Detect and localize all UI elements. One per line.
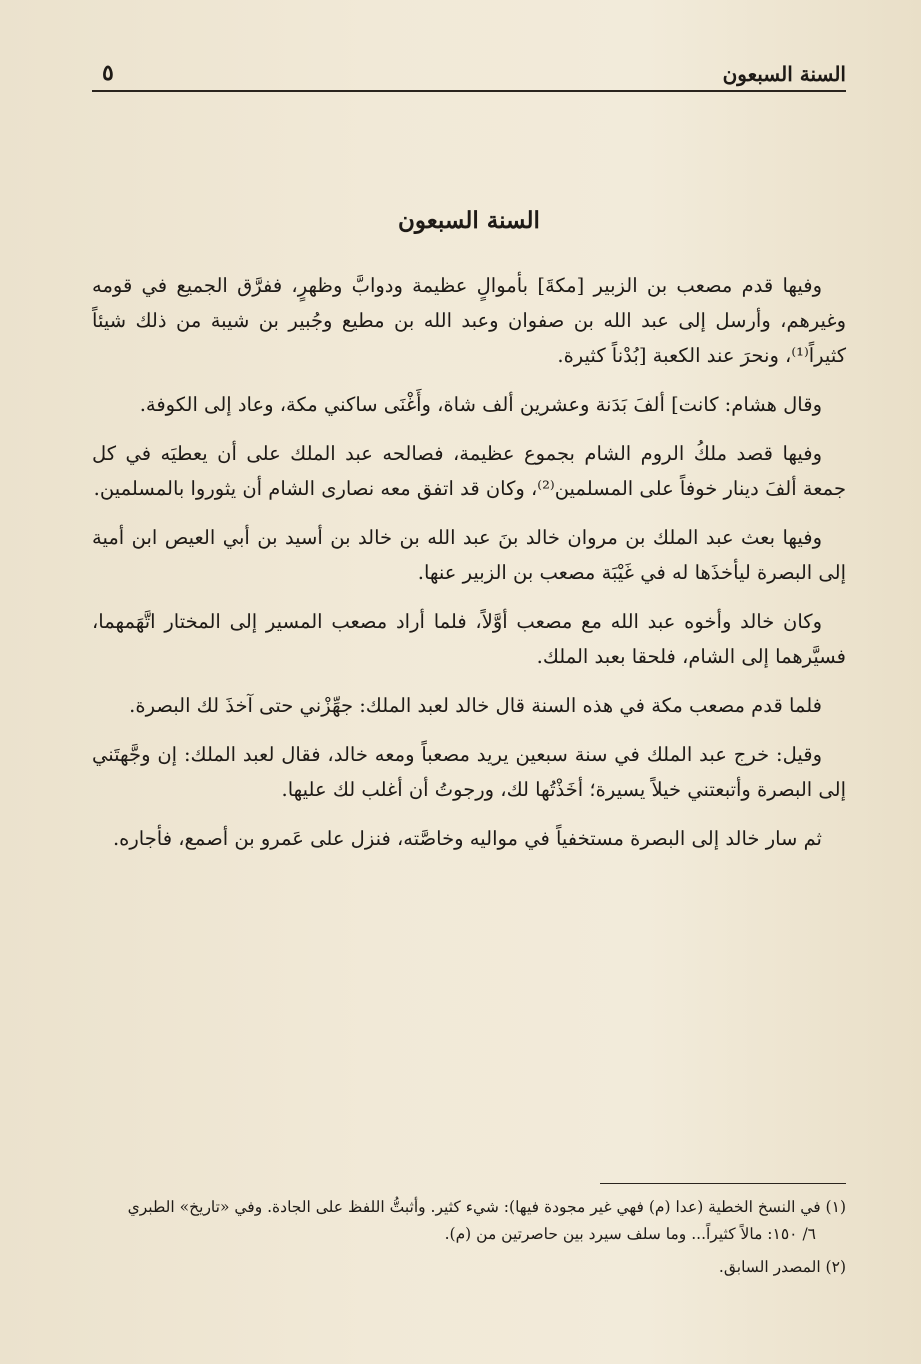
paragraph: فلما قدم مصعب مكة في هذه السنة قال خالد لعبد الملك: جهِّزْني حتى آخذَ لك البصرة.: [129, 694, 822, 717]
footnotes: [92, 1194, 846, 1287]
paragraph: وفيها بعث عبد الملك بن مروان خالد بنَ عبد الله بن خالد بن أسيد بن أبي العيص ابن أمية إلى البصرة ليأخذَها له في غَيْبَة مصعب بن الزبير عنها.: [92, 526, 846, 584]
main-text: [92, 268, 846, 870]
footnote-1: [92, 1194, 846, 1248]
paragraph: وكان خالد وأخوه عبد الله مع مصعب أوَّلاً، فلما أراد مصعب المسير إلى المختار اتَّهَمهما، فسيَّرهما إلى الشام، فلحقا بعبد الملك.: [92, 610, 846, 668]
paragraph: ثم سار خالد إلى البصرة مستخفياً في مواليه وخاصَّته، فنزل على عَمرو بن أصمع، فأجاره.: [112, 827, 822, 850]
footnote-1-line1: (١) في النسخ الخطية (عدا (م) فهي غير مجودة فيها): شيء كثير. وأثبتُّ اللفظ على الجادة. وفي «تاريخ» الطبري: [127, 1198, 846, 1216]
paragraph: وفيها قصد ملكُ الروم الشام بجموع عظيمة، فصالحه عبد الملك على أن يعطيَه في كل جمعة ألفَ دينار خوفاً على المسلمين⁽²⁾، وكان قد اتفق معه نصارى الشام أن يثوروا بالمسلمين.: [92, 442, 846, 500]
footnote-divider: [600, 1183, 846, 1184]
running-title: السنة السبعون: [722, 62, 846, 86]
page-number: ٥: [102, 60, 114, 86]
paragraph: وفيها قدم مصعب بن الزبير [مكةَ] بأموالٍ عظيمة ودوابَّ وظهرٍ، ففرَّق الجميع في قومه وغيرهم، وأرسل إلى عبد الله بن صفوان وعبد الله بن مطيع وجُبير بن شيبة من ذلك شيئاً كثيراً⁽¹⁾، ونحرَ عند الكعبة [بُدْناً كثيرة.: [92, 274, 846, 367]
paragraph: وقيل: خرج عبد الملك في سنة سبعين يريد مصعباً ومعه خالد، فقال لعبد الملك: إن وجَّهتَني إلى البصرة وأتبعتني خيلاً يسيرة؛ أخَذْتُها لك، ورجوتُ أن أغلب لك عليها.: [92, 743, 846, 801]
footnote-1-line2: ٦/ ١٥٠: مالاً كثيراً... وما سلف سيرد بين حاصرتين من (م).: [444, 1225, 816, 1243]
chapter-title: السنة السبعون: [398, 207, 540, 234]
running-header: [92, 60, 846, 92]
header-divider: [92, 90, 846, 92]
footnote-2: (٢) المصدر السابق.: [718, 1258, 846, 1276]
paragraph: وقال هشام: كانت] ألفَ بَدَنة وعشرين ألف شاة، وأَغْنَى ساكني مكة، وعاد إلى الكوفة.: [139, 393, 822, 416]
